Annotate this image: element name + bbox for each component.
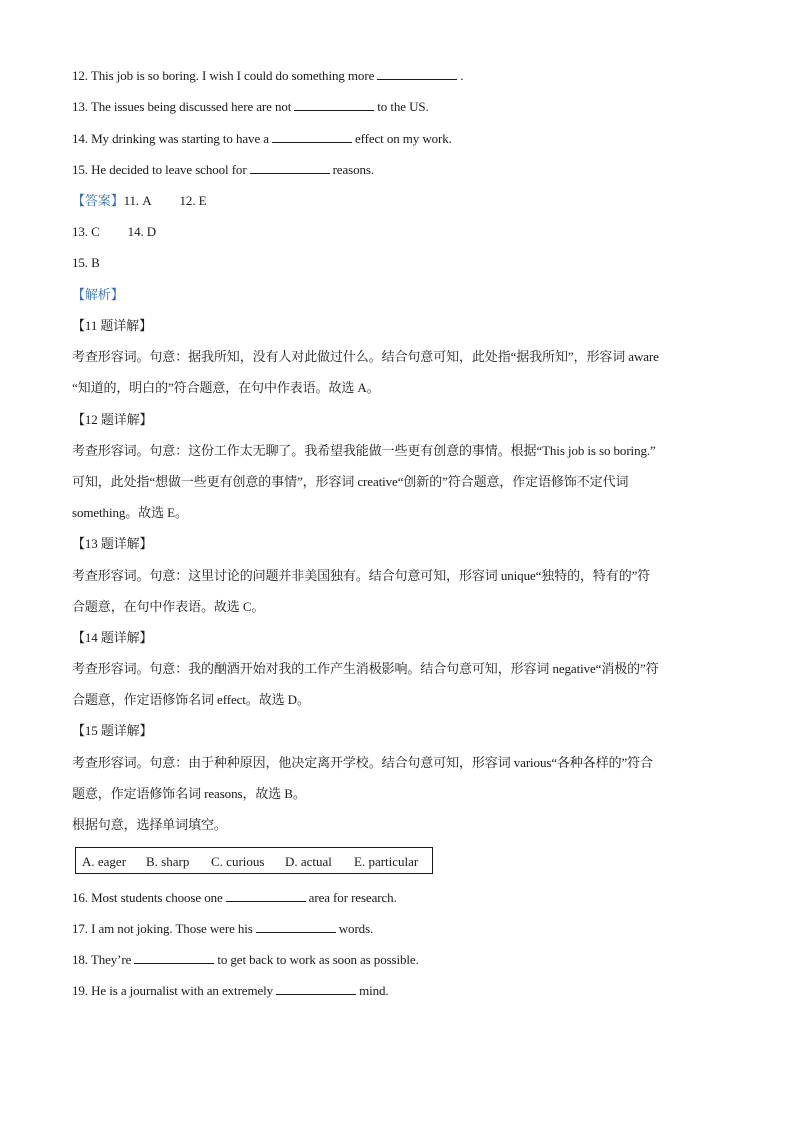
explanation-title: 【15 题详解】 bbox=[72, 723, 153, 738]
explanation-line: “知道的，明白的”符合题意，在句中作表语。故选 A。 bbox=[72, 380, 380, 395]
question-16 bbox=[72, 889, 397, 907]
question-text: 16. Most students choose one bbox=[72, 890, 223, 905]
explanation-line: 考查形容词。句意：据我所知，没有人对此做过什么。结合句意可知，此处指“据我所知”，形容词 aware bbox=[72, 349, 659, 364]
answer-line-2 bbox=[72, 223, 156, 241]
question-text: to get back to work as soon as possible. bbox=[217, 952, 419, 967]
answer-blank[interactable] bbox=[256, 920, 336, 933]
answer-blank[interactable] bbox=[377, 67, 457, 80]
question-15 bbox=[72, 161, 374, 179]
question-text: mind. bbox=[359, 983, 389, 998]
question-17 bbox=[72, 920, 373, 938]
answer-blank[interactable] bbox=[294, 98, 374, 111]
question-19 bbox=[72, 982, 389, 1000]
word-bank-box bbox=[75, 847, 433, 874]
option-a: A. eager bbox=[82, 854, 127, 869]
option-e: E. particular bbox=[354, 854, 419, 869]
question-text: 13. The issues being discussed here are not bbox=[72, 99, 292, 114]
question-text: effect on my work. bbox=[354, 131, 452, 146]
explanation-line: 考查形容词。句意：由于种种原因，他决定离开学校。结合句意可知，形容词 various“各种各样的”符合 bbox=[72, 755, 653, 770]
option-b: B. sharp bbox=[146, 854, 190, 869]
explanation-line: 可知，此处指“想做一些更有创意的事情”，形容词 creative“创新的”符合题意，作定语修饰不定代词 bbox=[72, 474, 629, 489]
answer-item: 14. D bbox=[127, 224, 157, 239]
question-text: area for research. bbox=[308, 890, 397, 905]
answer-line-1 bbox=[72, 192, 206, 210]
explanation-line: 合题意，在句中作表语。故选 C。 bbox=[72, 599, 265, 614]
answer-item: 13. C bbox=[72, 224, 100, 239]
question-text: 17. I am not joking. Those were his bbox=[72, 921, 253, 936]
question-text: 15. He decided to leave school for bbox=[72, 162, 247, 177]
analysis-tag: 【解析】 bbox=[72, 287, 124, 302]
question-14 bbox=[72, 130, 452, 148]
explanation-line: 题意，作定语修饰名词 reasons，故选 B。 bbox=[72, 786, 306, 801]
answer-blank[interactable] bbox=[250, 161, 330, 174]
question-text: 12. This job is so boring. I wish I could do something more bbox=[72, 68, 375, 83]
answer-item: 12. E bbox=[179, 193, 207, 208]
explanation-line: something。故选 E。 bbox=[72, 505, 188, 520]
option-d: D. actual bbox=[285, 854, 332, 869]
question-text: reasons. bbox=[332, 162, 375, 177]
answer-item: 11. A bbox=[123, 193, 152, 208]
question-text: 18. They’re bbox=[72, 952, 132, 967]
explanation-line: 考查形容词。句意：这份工作太无聊了。我希望我能做一些更有创意的事情。根据“This job is so boring.” bbox=[72, 443, 656, 458]
answer-blank[interactable] bbox=[134, 951, 214, 964]
question-text: to the US. bbox=[377, 99, 429, 114]
option-c: C. curious bbox=[211, 854, 265, 869]
answer-blank[interactable] bbox=[272, 130, 352, 143]
question-text: 19. He is a journalist with an extremely bbox=[72, 983, 274, 998]
answer-line-3 bbox=[72, 254, 100, 272]
question-text: words. bbox=[338, 921, 374, 936]
answer-item: 15. B bbox=[72, 255, 100, 270]
question-12 bbox=[72, 67, 463, 85]
explanation-title: 【12 题详解】 bbox=[72, 412, 153, 427]
answer-blank[interactable] bbox=[226, 889, 306, 902]
explanation-line: 考查形容词。句意：这里讨论的问题并非美国独有。结合句意可知，形容词 unique“独特的，特有的”符 bbox=[72, 568, 651, 583]
answer-blank[interactable] bbox=[276, 982, 356, 995]
question-18 bbox=[72, 951, 419, 969]
question-13 bbox=[72, 98, 429, 116]
question-text: 14. My drinking was starting to have a bbox=[72, 131, 269, 146]
explanation-title: 【11 题详解】 bbox=[72, 318, 152, 333]
instruction: 根据句意，选择单词填空。 bbox=[72, 817, 227, 832]
explanation-line: 合题意，作定语修饰名词 effect。故选 D。 bbox=[72, 692, 310, 707]
answer-tag: 【答案】 bbox=[72, 193, 124, 208]
explanation-title: 【14 题详解】 bbox=[72, 630, 153, 645]
explanation-title: 【13 题详解】 bbox=[72, 536, 153, 551]
question-text: . bbox=[460, 68, 464, 83]
explanation-line: 考查形容词。句意：我的酗酒开始对我的工作产生消极影响。结合句意可知，形容词 negative“消极的”符 bbox=[72, 661, 659, 676]
